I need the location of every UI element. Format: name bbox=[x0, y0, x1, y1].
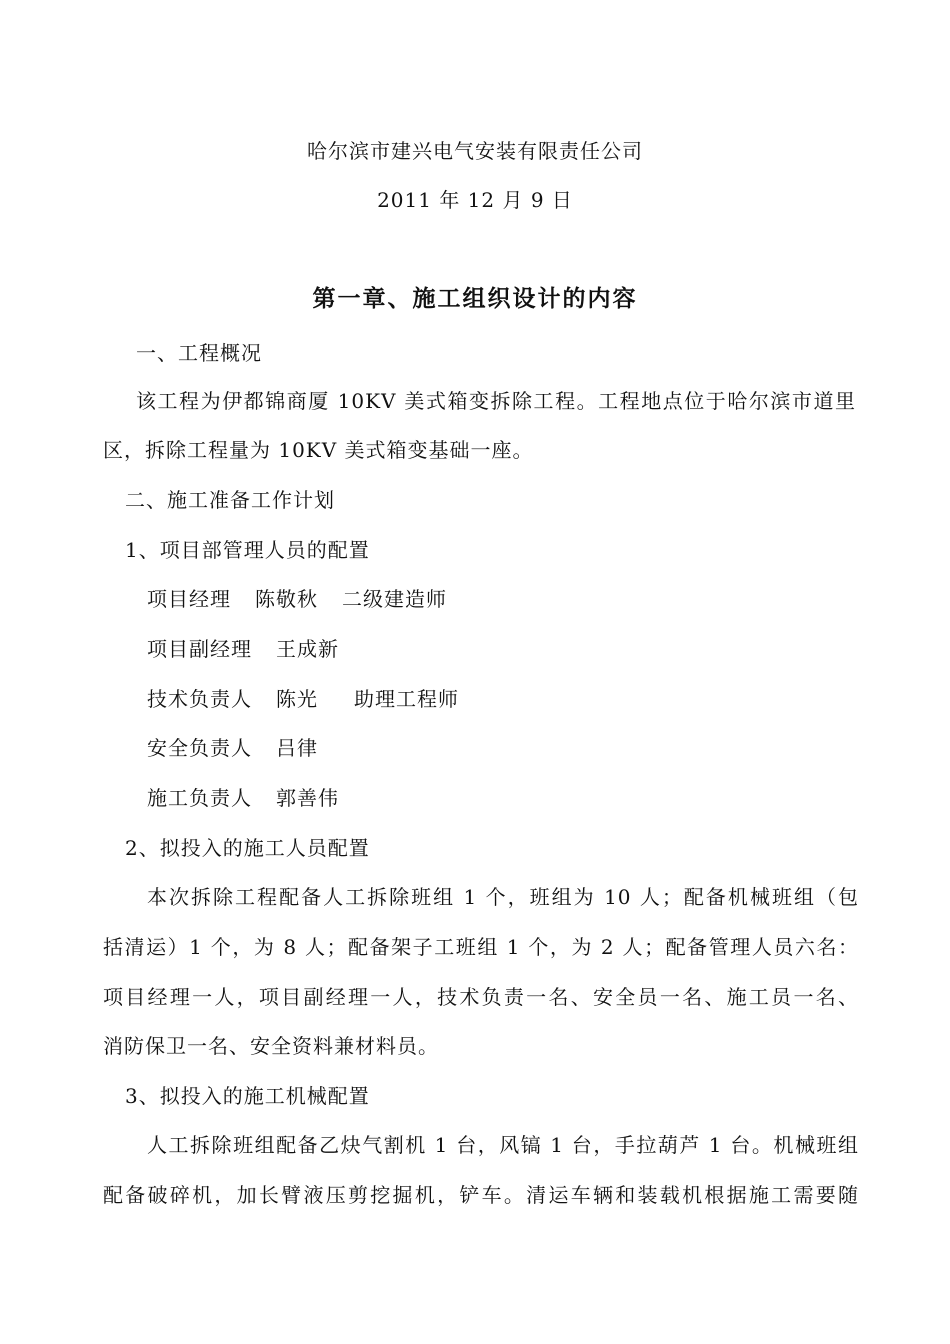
staff-role: 技术负责人 bbox=[147, 687, 252, 711]
staff-name: 郭善伟 bbox=[276, 786, 339, 810]
section-heading-overview: 一、工程概况 bbox=[136, 341, 262, 365]
staff-name: 吕律 bbox=[276, 736, 318, 760]
staff-role: 安全负责人 bbox=[147, 736, 252, 760]
staff-name: 王成新 bbox=[276, 637, 339, 661]
staff-name: 陈敬秋 bbox=[255, 587, 318, 611]
machinery-paragraph-line: 人工拆除班组配备乙炔气割机 1 台，风镐 1 台，手拉葫芦 1 台。机械班组 bbox=[147, 1133, 859, 1157]
subsection-heading-personnel: 2、拟投入的施工人员配置 bbox=[125, 836, 370, 860]
personnel-paragraph-line: 本次拆除工程配备人工拆除班组 1 个，班组为 10 人；配备机械班组（包 bbox=[147, 885, 859, 909]
staff-role: 项目副经理 bbox=[147, 637, 252, 661]
staff-row bbox=[147, 586, 447, 612]
company-name: 哈尔滨市建兴电气安装有限责任公司 bbox=[307, 139, 643, 163]
personnel-paragraph-line: 项目经理一人，项目副经理一人，技术负责一名、安全员一名、施工员一名、 bbox=[103, 985, 859, 1009]
overview-paragraph-line: 该工程为伊都锦商厦 10KV 美式箱变拆除工程。工程地点位于哈尔滨市道里 bbox=[136, 389, 856, 413]
section-heading-preparation: 二、施工准备工作计划 bbox=[125, 488, 335, 512]
machinery-paragraph-line: 配备破碎机，加长臂液压剪挖掘机，铲车。清运车辆和装载机根据施工需要随 bbox=[103, 1183, 859, 1207]
staff-row bbox=[147, 785, 339, 811]
personnel-paragraph-line: 消防保卫一名、安全资料兼材料员。 bbox=[103, 1034, 439, 1058]
staff-row bbox=[147, 636, 339, 662]
staff-name: 陈光 bbox=[276, 687, 318, 711]
staff-title: 助理工程师 bbox=[354, 687, 459, 711]
overview-paragraph-line: 区，拆除工程量为 10KV 美式箱变基础一座。 bbox=[103, 438, 534, 462]
staff-role: 施工负责人 bbox=[147, 786, 252, 810]
chapter-title: 第一章、施工组织设计的内容 bbox=[312, 285, 638, 312]
staff-title: 二级建造师 bbox=[342, 587, 447, 611]
document-date: 2011 年 12 月 9 日 bbox=[377, 188, 573, 212]
staff-role: 项目经理 bbox=[147, 587, 231, 611]
staff-row bbox=[147, 686, 459, 712]
subsection-heading-machinery: 3、拟投入的施工机械配置 bbox=[125, 1084, 370, 1108]
staff-row bbox=[147, 735, 318, 761]
subsection-heading-management: 1、项目部管理人员的配置 bbox=[125, 538, 370, 562]
personnel-paragraph-line: 括清运）1 个，为 8 人；配备架子工班组 1 个，为 2 人；配备管理人员六名： bbox=[103, 935, 859, 959]
